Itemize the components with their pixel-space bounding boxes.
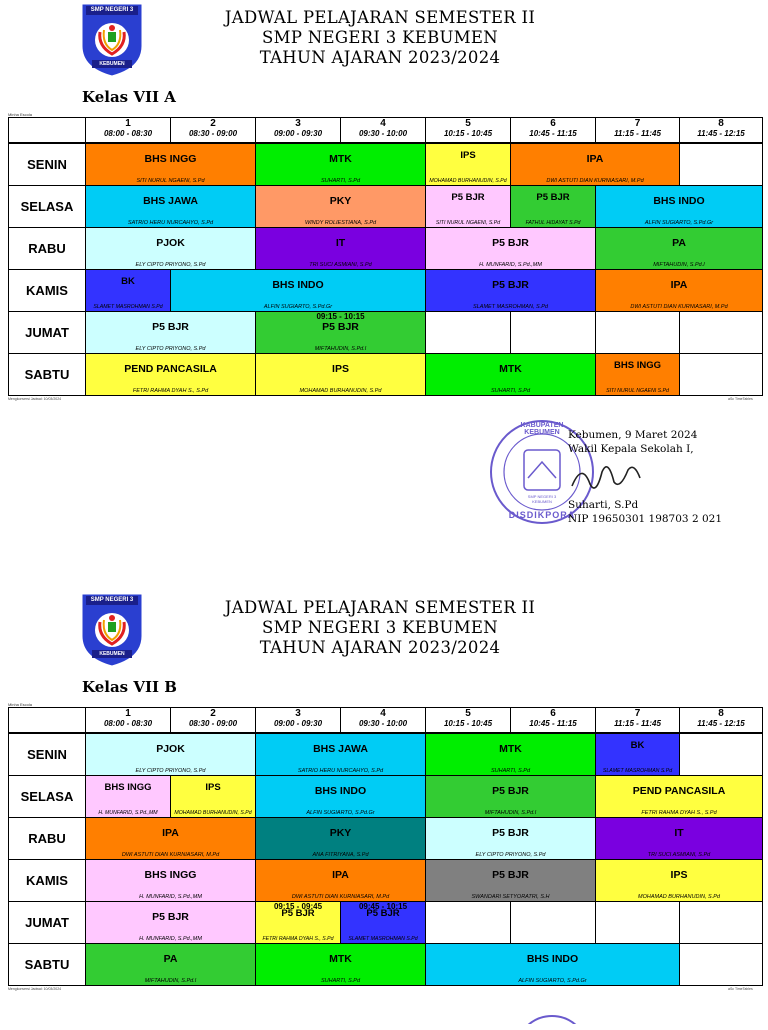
lesson-teacher: SATRIO HERU NURCAHYO, S.Pd <box>297 768 384 774</box>
lesson-teacher: DWI ASTUTI DIAN KURNIASARI, M.Pd <box>121 852 220 858</box>
period-header <box>679 117 763 143</box>
lesson-cell[interactable] <box>425 859 596 902</box>
lesson-cell[interactable] <box>595 775 763 818</box>
lesson-teacher: SUHARTI, S.Pd <box>490 768 531 774</box>
day-label: JUMAT <box>8 311 86 354</box>
lesson-cell[interactable] <box>425 353 596 396</box>
lesson-cell[interactable] <box>85 775 171 818</box>
period-time: 10:45 - 11:15 <box>529 719 577 728</box>
lesson-subject: BHS INGG <box>144 869 197 881</box>
day-label: SENIN <box>8 143 86 186</box>
period-number: 2 <box>210 708 216 719</box>
signature-name: Suharti, S.Pd <box>568 499 639 511</box>
lesson-cell[interactable] <box>510 185 596 228</box>
lesson-cell[interactable] <box>85 185 256 228</box>
day-label: SABTU <box>8 353 86 396</box>
lesson-subject: P5 BJR <box>492 785 529 797</box>
lesson-cell[interactable] <box>425 227 596 270</box>
lesson-teacher: MIFTAHUDIN, S.Pd.I <box>653 262 705 268</box>
lesson-subject: BHS JAWA <box>143 195 198 207</box>
footer-left: Mengkonversi Jadwal: 10/03/2024 <box>8 987 62 991</box>
lesson-cell[interactable] <box>85 311 256 354</box>
lesson-teacher: MIFTAHUDIN, S.Pd.I <box>484 810 537 816</box>
lesson-cell[interactable] <box>255 901 341 944</box>
lesson-teacher: MIFTAHUDIN, S.Pd.I <box>144 978 197 984</box>
period-header <box>425 707 511 733</box>
lesson-cell[interactable] <box>595 733 680 776</box>
lesson-cell[interactable] <box>170 775 256 818</box>
lesson-cell[interactable] <box>595 227 763 270</box>
signature-block <box>568 428 722 526</box>
lesson-subject: IPA <box>670 279 688 291</box>
period-header <box>170 117 256 143</box>
title-line: SMP NEGERI 3 KEBUMEN <box>262 618 498 637</box>
lesson-subject: P5 BJR <box>281 908 315 919</box>
empty-cell <box>679 733 763 776</box>
empty-cell <box>510 901 596 944</box>
signature-scribble <box>568 456 722 498</box>
lesson-cell[interactable] <box>255 775 426 818</box>
lesson-subject: P5 BJR <box>492 869 529 881</box>
lesson-teacher: MOHAMAD BURHANUDIN, S.Pd <box>638 894 720 900</box>
lesson-teacher: MOHAMAD BURHANUDIN, S.Pd <box>429 178 507 184</box>
empty-cell <box>425 311 511 354</box>
lesson-subject: IPA <box>586 153 604 165</box>
lesson-cell[interactable] <box>510 143 680 186</box>
period-number: 6 <box>550 118 556 129</box>
period-header <box>425 117 511 143</box>
lesson-teacher: ANA FITRIYANA, S.Pd <box>312 852 369 858</box>
lesson-teacher: ALFIN SUGIARTO, S.Pd.Gr <box>306 810 375 816</box>
lesson-subject: PEND PANCASILA <box>124 363 217 375</box>
lesson-teacher: ELY CIPTO PRIYONO, S.Pd <box>135 346 206 352</box>
lesson-teacher: SATRIO HERU NURCAHYO, S.Pd <box>127 220 214 226</box>
period-time: 11:45 - 12:15 <box>697 129 745 138</box>
lesson-cell[interactable] <box>85 817 256 860</box>
lesson-subject: IPS <box>205 782 221 793</box>
lesson-subject: P5 BJR <box>152 321 189 333</box>
lesson-cell[interactable] <box>425 943 680 986</box>
lesson-cell[interactable] <box>255 185 426 228</box>
period-header <box>340 117 426 143</box>
lesson-teacher: SITI NURUL NGAENI, S.Pd <box>435 220 501 226</box>
period-number: 8 <box>718 708 724 719</box>
lesson-cell[interactable] <box>85 353 256 396</box>
day-label: JUMAT <box>8 901 86 944</box>
day-label: RABU <box>8 817 86 860</box>
day-label: SELASA <box>8 775 86 818</box>
lesson-teacher: ALFIN SUGIARTO, S.Pd.Gr <box>644 220 714 226</box>
period-number: 4 <box>380 708 386 719</box>
lesson-teacher: ALFIN SUGIARTO, S.Pd.Gr <box>518 978 587 984</box>
lesson-subject: BHS INGG <box>104 782 152 793</box>
lesson-subject: MTK <box>499 363 522 375</box>
signature-nip: NIP 19650301 198703 2 021 <box>568 513 722 525</box>
empty-cell <box>679 311 763 354</box>
lesson-teacher: ELY CIPTO PRIYONO, S.Pd <box>135 262 206 268</box>
day-label: KAMIS <box>8 269 86 312</box>
lesson-subject: PEND PANCASILA <box>632 785 726 797</box>
lesson-teacher: MIFTAHUDIN, S.Pd.I <box>314 346 367 352</box>
lesson-cell[interactable] <box>340 901 426 944</box>
lesson-subject: P5 BJR <box>451 192 485 203</box>
lesson-cell[interactable] <box>85 859 256 902</box>
class-name: Kelas VII B <box>82 678 177 696</box>
lesson-cell[interactable] <box>85 269 171 312</box>
day-label: SELASA <box>8 185 86 228</box>
lesson-time: 09:45 - 10:15 <box>358 902 408 911</box>
period-header <box>510 117 596 143</box>
lesson-teacher: TRI SUCI ASMIANI, S.Pd <box>647 852 711 858</box>
period-time: 11:45 - 12:15 <box>697 719 745 728</box>
lesson-subject: IT <box>335 237 346 249</box>
empty-cell <box>510 311 596 354</box>
class-sheet <box>0 0 768 440</box>
period-number: 1 <box>125 118 131 129</box>
empty-cell <box>425 901 511 944</box>
lesson-teacher: FETRI RAHMA DYAH S., S.Pd <box>641 810 717 816</box>
period-time: 10:15 - 10:45 <box>443 129 493 138</box>
period-number: 2 <box>210 118 216 129</box>
period-time: 10:45 - 11:15 <box>529 129 577 138</box>
lesson-subject: PA <box>672 237 686 249</box>
empty-cell <box>679 143 763 186</box>
stamp-bottom-text: DISDIKPORA <box>508 510 576 520</box>
lesson-cell[interactable] <box>595 269 763 312</box>
lesson-subject: PJOK <box>156 237 185 249</box>
lesson-teacher: SITI NURUL NGAENI S.Pd <box>606 388 669 394</box>
lesson-subject: PA <box>163 953 178 965</box>
lesson-cell[interactable] <box>85 227 256 270</box>
period-header <box>255 707 341 733</box>
lesson-time: 09:15 - 10:15 <box>316 312 365 321</box>
lesson-subject: PJOK <box>156 743 185 755</box>
lesson-subject: P5 BJR <box>322 321 359 333</box>
lesson-cell[interactable] <box>595 859 763 902</box>
header-corner <box>8 707 86 733</box>
lesson-cell[interactable] <box>85 901 256 944</box>
lesson-subject: BHS INDO <box>526 953 579 965</box>
lesson-subject: BHS INGG <box>144 153 197 165</box>
period-number: 7 <box>634 708 641 719</box>
lesson-cell[interactable] <box>255 227 426 270</box>
period-number: 6 <box>550 708 556 719</box>
empty-cell <box>595 311 680 354</box>
period-time: 09:30 - 10:00 <box>358 719 408 728</box>
lesson-teacher: H. MUNFARID, S.Pd.,MM <box>139 936 202 942</box>
lesson-cell[interactable] <box>425 733 596 776</box>
day-label: SENIN <box>8 733 86 776</box>
period-number: 3 <box>295 118 301 129</box>
period-number: 4 <box>380 118 386 129</box>
period-number: 5 <box>465 708 471 719</box>
lesson-subject: BK <box>121 276 135 287</box>
lesson-cell[interactable] <box>255 859 426 902</box>
day-label: SABTU <box>8 943 86 986</box>
period-time: 08:00 - 08:30 <box>103 719 153 728</box>
lesson-subject: BHS INDO <box>272 279 324 291</box>
title-line: TAHUN AJARAN 2023/2024 <box>259 638 501 657</box>
period-time: 09:00 - 09:30 <box>273 129 323 138</box>
period-number: 1 <box>125 708 131 719</box>
lesson-cell[interactable] <box>255 943 426 986</box>
lesson-teacher: SITI NURUL NGAENI, S.Pd <box>136 178 205 184</box>
footer-right: aSc TimeTables <box>728 987 753 991</box>
period-header <box>85 117 171 143</box>
lesson-cell[interactable] <box>425 185 511 228</box>
schedule-title <box>150 598 610 658</box>
period-time: 11:15 - 11:45 <box>614 719 661 728</box>
lesson-teacher: FATHUL HIDAYAT S.Pd <box>525 220 581 226</box>
lesson-cell[interactable] <box>255 817 426 860</box>
school-logo <box>80 2 144 78</box>
logo-subtext: KEBUMEN <box>99 651 125 657</box>
header-corner <box>8 117 86 143</box>
lesson-cell[interactable] <box>595 353 680 396</box>
header-small-text: Minha Escola <box>8 112 33 117</box>
lesson-subject: BK <box>630 740 645 751</box>
lesson-cell[interactable] <box>425 269 596 312</box>
footer-right: aSc TimeTables <box>728 397 753 401</box>
footer-left: Mengkonversi Jadwal: 10/03/2024 <box>8 397 62 401</box>
lesson-teacher: FETRI RAHMA DYAH S., S.Pd <box>132 388 209 394</box>
period-time: 11:15 - 11:45 <box>614 129 661 138</box>
title-line: JADWAL PELAJARAN SEMESTER II <box>224 8 536 27</box>
empty-cell <box>679 901 763 944</box>
lesson-subject: PKY <box>329 195 352 207</box>
lesson-teacher: H. MUNFARID, S.Pd.,MM <box>479 262 542 268</box>
signature-role: Wakil Kepala Sekolah I, <box>568 443 694 455</box>
lesson-subject: MTK <box>329 153 352 165</box>
lesson-teacher: SLAMET MASROHMAN S.Pd <box>348 936 418 942</box>
lesson-subject: IPS <box>670 869 688 881</box>
lesson-teacher: MOHAMAD BURHANUDIN, S.Pd <box>174 810 252 816</box>
logo-text: SMP NEGERI 3 <box>90 7 134 13</box>
empty-cell <box>679 353 763 396</box>
lesson-teacher: H. MUNFARID, S.Pd.,MM <box>139 894 202 900</box>
class-name: Kelas VII A <box>82 88 176 106</box>
lesson-subject: P5 BJR <box>366 908 400 919</box>
lesson-cell[interactable] <box>85 943 256 986</box>
lesson-cell[interactable] <box>425 817 596 860</box>
logo-text: SMP NEGERI 3 <box>90 597 134 603</box>
header-small-text: Minha Escola <box>8 702 33 707</box>
period-time: 08:00 - 08:30 <box>103 129 153 138</box>
lesson-cell[interactable] <box>255 353 426 396</box>
lesson-subject: BHS JAWA <box>313 743 368 755</box>
lesson-teacher: SLAMET MASROHMAN S.Pd <box>93 304 163 310</box>
schedule-title <box>150 8 610 68</box>
period-header <box>595 117 680 143</box>
lesson-subject: MTK <box>499 743 522 755</box>
logo-subtext: KEBUMEN <box>99 61 125 67</box>
timetable-grid <box>8 117 762 395</box>
empty-cell <box>679 943 763 986</box>
period-header <box>255 117 341 143</box>
period-number: 7 <box>634 118 641 129</box>
lesson-subject: IPA <box>332 869 349 881</box>
lesson-cell[interactable] <box>595 185 763 228</box>
lesson-subject: IPS <box>332 363 349 375</box>
period-time: 08:30 - 09:00 <box>188 129 238 138</box>
day-label: RABU <box>8 227 86 270</box>
period-number: 3 <box>295 708 301 719</box>
lesson-subject: IT <box>674 827 684 839</box>
lesson-teacher: WINDY ROLIESTIANA, S.Pd <box>304 220 377 226</box>
class-sheet <box>0 590 768 1030</box>
lesson-teacher: ELY CIPTO PRIYONO, S.Pd <box>135 768 206 774</box>
lesson-subject: IPS <box>460 150 476 161</box>
period-time: 08:30 - 09:00 <box>188 719 238 728</box>
lesson-time: 09:15 - 09:45 <box>273 902 323 911</box>
period-number: 5 <box>465 118 471 129</box>
lesson-teacher: FETRI RAHMA DYAH S., S.Pd <box>262 936 334 942</box>
lesson-subject: P5 BJR <box>536 192 570 203</box>
title-line: SMP NEGERI 3 KEBUMEN <box>262 28 498 47</box>
lesson-subject: BHS INDO <box>653 195 705 207</box>
period-header <box>679 707 763 733</box>
lesson-cell[interactable] <box>255 143 426 186</box>
lesson-teacher: SUHARTI, S.Pd <box>320 178 361 184</box>
empty-cell <box>595 901 680 944</box>
lesson-subject: P5 BJR <box>152 911 189 923</box>
lesson-teacher: SUHARTI, S.Pd <box>320 978 361 984</box>
lesson-teacher: DWI ASTUTI DIAN KURNIASARI, M.Pd <box>291 894 390 900</box>
lesson-subject: P5 BJR <box>492 827 529 839</box>
lesson-teacher: SLAMET MASROHMAN S.Pd <box>602 768 673 774</box>
title-line: TAHUN AJARAN 2023/2024 <box>259 48 501 67</box>
period-number: 8 <box>718 118 724 129</box>
official-stamp-partial <box>512 1012 592 1024</box>
lesson-cell[interactable] <box>170 269 426 312</box>
lesson-teacher: TRI SUCI ASMIANI, S.Pd <box>309 262 372 268</box>
timetable-grid <box>8 707 762 985</box>
lesson-subject: MTK <box>329 953 352 965</box>
period-header <box>510 707 596 733</box>
day-label: KAMIS <box>8 859 86 902</box>
stamp-text: KABUPATEN KEBUMEN <box>520 422 564 436</box>
lesson-teacher: MOHAMAD BURHANUDIN, S.Pd <box>299 388 382 394</box>
lesson-teacher: ELY CIPTO PRIYONO, S.Pd <box>475 852 546 858</box>
stamp-inner-text: SMP NEGERI 3 KEBUMEN <box>527 494 557 504</box>
lesson-subject: P5 BJR <box>492 237 529 249</box>
lesson-teacher: H. MUNFARID, S.Pd.,MM <box>98 810 158 816</box>
lesson-cell[interactable] <box>425 143 511 186</box>
signature-place-date: Kebumen, 9 Maret 2024 <box>568 429 698 441</box>
period-time: 10:15 - 10:45 <box>443 719 493 728</box>
period-header <box>170 707 256 733</box>
lesson-cell[interactable] <box>425 775 596 818</box>
lesson-cell[interactable] <box>85 733 256 776</box>
lesson-subject: P5 BJR <box>492 279 529 291</box>
period-header <box>595 707 680 733</box>
school-logo <box>80 592 144 668</box>
period-header <box>85 707 171 733</box>
lesson-teacher: SUHARTI, S.Pd <box>490 388 531 394</box>
lesson-subject: PKY <box>329 827 352 839</box>
lesson-teacher: SLAMET MASROHMAN, S.Pd <box>473 304 548 310</box>
title-line: JADWAL PELAJARAN SEMESTER II <box>224 598 536 617</box>
lesson-teacher: ALFIN SUGIARTO, S.Pd.Gr <box>263 304 333 310</box>
lesson-cell[interactable] <box>255 311 426 354</box>
period-time: 09:00 - 09:30 <box>273 719 323 728</box>
lesson-cell[interactable] <box>255 733 426 776</box>
lesson-teacher: DWI ASTUTI DIAN KURNIASARI, M.Pd <box>630 304 728 310</box>
lesson-teacher: DWI ASTUTI DIAN KURNIASARI, M.Pd <box>546 178 644 184</box>
lesson-subject: IPA <box>162 827 179 839</box>
lesson-teacher: SWANDARI SETYORATRI, S.H <box>471 894 550 900</box>
lesson-cell[interactable] <box>595 817 763 860</box>
period-time: 09:30 - 10:00 <box>358 129 408 138</box>
lesson-cell[interactable] <box>85 143 256 186</box>
period-header <box>340 707 426 733</box>
lesson-subject: BHS INDO <box>314 785 367 797</box>
lesson-subject: BHS INGG <box>614 360 661 371</box>
